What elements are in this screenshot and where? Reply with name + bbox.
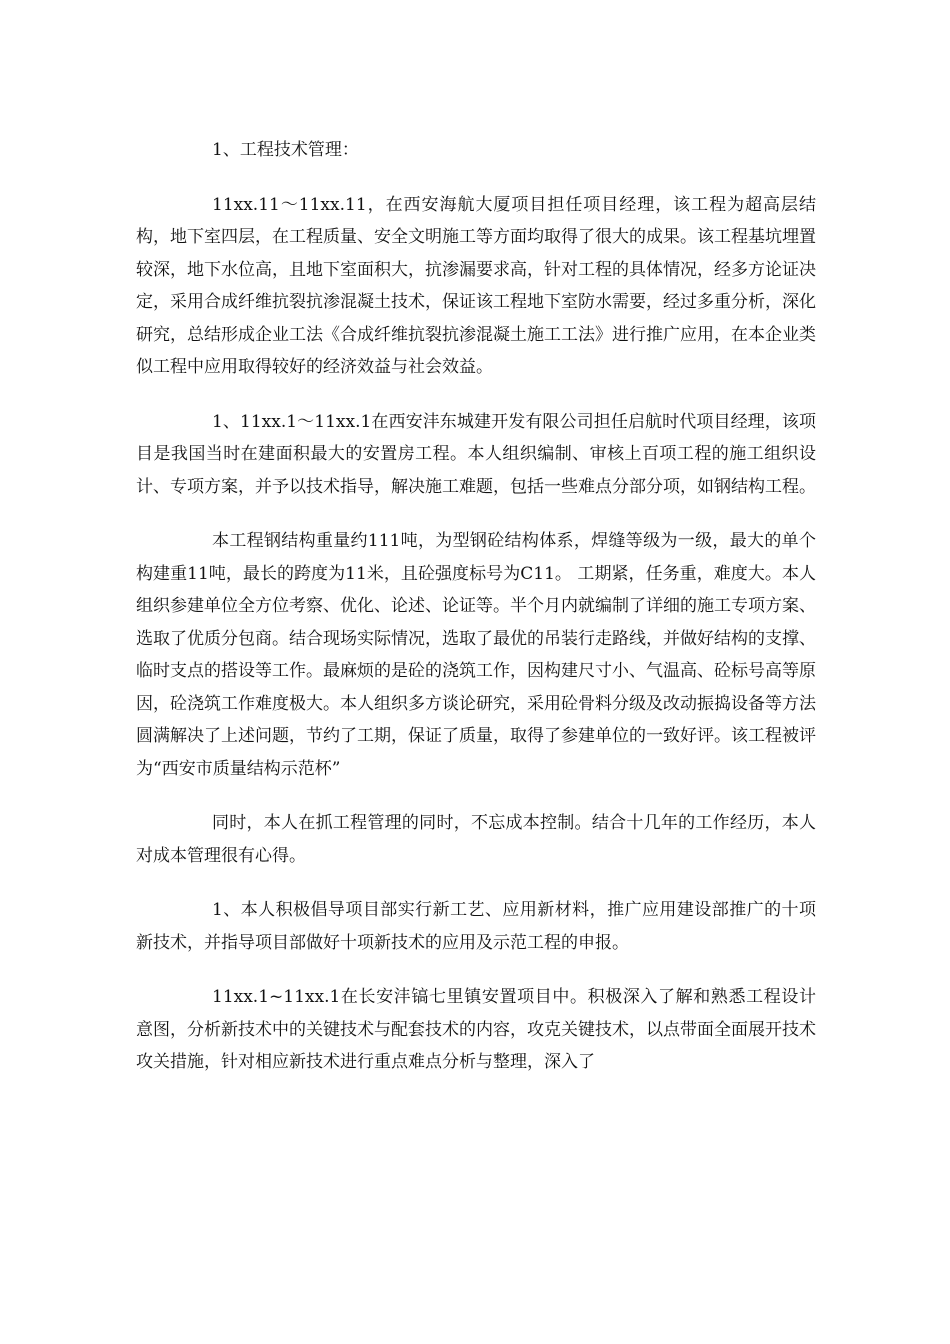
paragraph-qihang-project: 1、11xx.1～11xx.1在西安沣东城建开发有限公司担任启航时代项目经理，该项目是我国当时在建面积最大的安置房工程。本人组织编制、审核上百项工程的施工组织设计、专项方案，并予以技术指导，解决施工难题，包括一些难点分部分项，如钢结构工程。 — [136, 411, 816, 497]
paragraph-qilizhen-project: 11xx.1~11xx.1在长安沣镐七里镇安置项目中。积极深入了解和熟悉工程设计意图，分析新技术中的关键技术与配套技术的内容，攻克关键技术，以点带面全面展开技术攻关措施，针对相应新技术进行重点难点分析与整理，深入了 — [136, 987, 816, 1072]
paragraph-new-technology: 1、本人积极倡导项目部实行新工艺、应用新材料，推广应用建设部推广的十项新技术，并指导项目部做好十项新技术的应用及示范工程的申报。 — [136, 900, 816, 953]
document-body — [136, 134, 816, 1101]
paragraph-steel-structure: 本工程钢结构重量约111吨，为型钢砼结构体系，焊缝等级为一级，最大的单个构建重11吨，最长的跨度为11米，且砼强度标号为C11。 工期紧，任务重，难度大。本人组织参建单位全方位考察、优化、论述、论证等。半个月内就编制了详细的施工专项方案、选取了优质分包商。结合现场实际情况，选取了最优的吊装行走路线，并做好结构的支撑、临时支点的搭设等工作。最麻烦的是砼的浇筑工作，因构建尺寸小、气温高、砼标号高等原因，砼浇筑工作难度极大。本人组织多方谈论研究，采用砼骨料分级及改动振捣设备等方法圆满解决了上述问题，节约了工期，保证了质量，取得了参建单位的一致好评。该工程被评为“西安市质量结构示范杯” — [136, 531, 816, 779]
paragraph-haihang-project: 11xx.11～11xx.11，在西安海航大厦项目担任项目经理，该工程为超高层结构，地下室四层，在工程质量、安全文明施工等方面均取得了很大的成果。该工程基坑埋置较深，地下水位高，且地下室面积大，抗渗漏要求高，针对工程的具体情况，经多方论证决定，采用合成纤维抗裂抗渗混凝土技术，保证该工程地下室防水需要，经过多重分析，深化研究，总结形成企业工法《合成纤维抗裂抗渗混凝土施工工法》进行推广应用，在本企业类似工程中应用取得较好的经济效益与社会效益。 — [136, 194, 816, 377]
paragraph-cost-control: 同时，本人在抓工程管理的同时，不忘成本控制。结合十几年的工作经历，本人对成本管理很有心得。 — [136, 813, 816, 866]
paragraph-section-heading: 1、工程技术管理： — [212, 140, 359, 160]
